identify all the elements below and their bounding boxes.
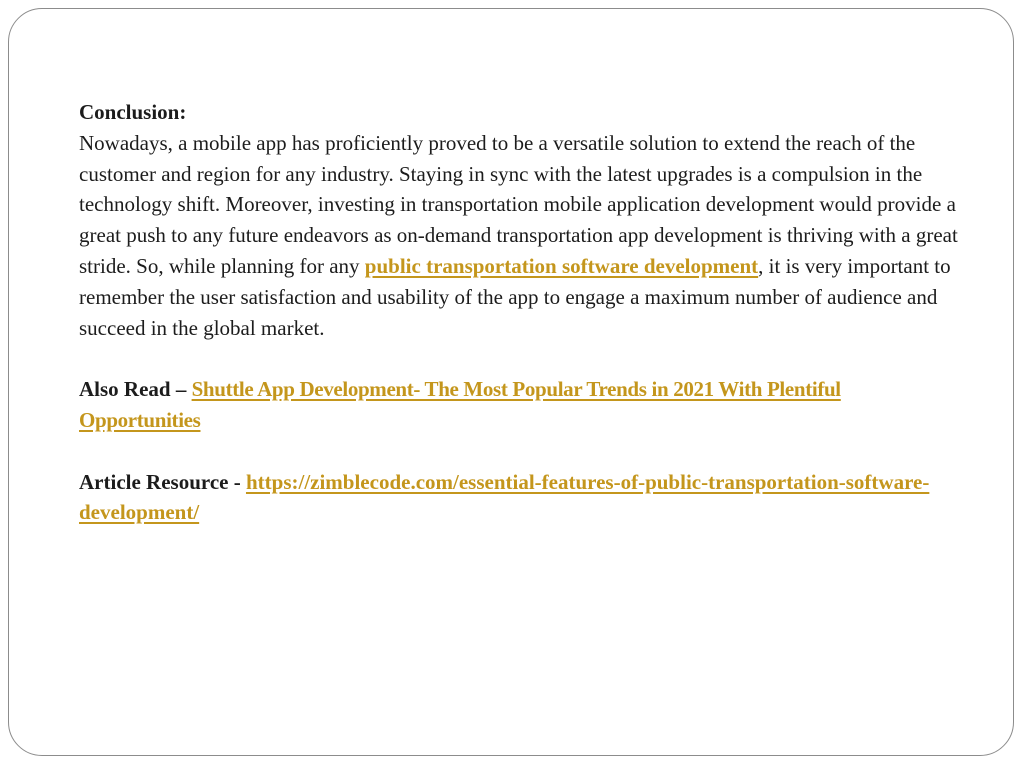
spacer [79,436,964,467]
also-read-line [79,374,964,436]
conclusion-paragraph [79,128,964,344]
article-resource-label: Article Resource - [79,469,246,494]
also-read-label: Also Read – [79,377,192,402]
article-resource-line [79,467,964,529]
also-read-link[interactable]: Shuttle App Development- The Most Popular Trends in 2021 With Plentiful Opportunities [79,377,841,432]
article-resource-link[interactable]: https://zimblecode.com/essential-features-of-public-transportation-software-development/ [79,469,930,525]
conclusion-text-end: , it is very important to remember the user satisfaction and usability of the app to engage a maximum number of audience and succeed in the global market. [79,253,951,340]
conclusion-text-start: Nowadays, a mobile app has proficiently proved to be a versatile solution to extend the reach of the customer and region for any industry. Staying in sync with the latest upgrades is a compulsion in the technology shift. Moreover, investing in transportation mobile application development would provide a great push to any future endeavors as on-demand transportation app development is thriving with a great stride. So, while planning for any [79,130,958,278]
slide-frame [8,8,1014,756]
slide-content [79,97,964,528]
public-transportation-link[interactable]: public transportation software development [364,253,759,278]
conclusion-heading: Conclusion: [79,100,187,124]
spacer [79,343,964,374]
